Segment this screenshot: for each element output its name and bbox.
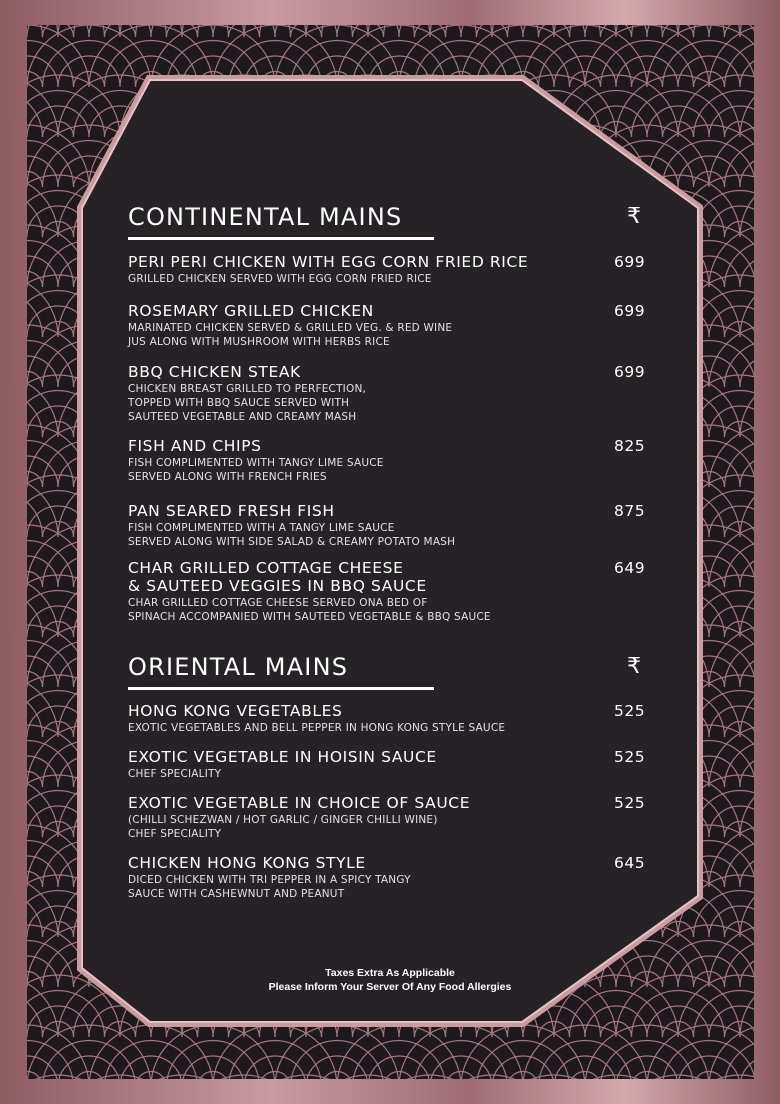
- item-description: FISH COMPLIMENTED WITH A TANGY LIME SAUCE SERVED ALONG WITH SIDE SALAD & CREAMY POTATO MASH: [128, 522, 456, 548]
- item-name: FISH AND CHIPS: [128, 437, 262, 455]
- rupee-icon: ₹: [627, 204, 641, 229]
- menu-item-fish-and-chips: [128, 437, 648, 484]
- item-price: 825: [614, 437, 646, 455]
- item-name: HONG KONG VEGETABLES: [128, 702, 343, 720]
- item-name: BBQ CHICKEN STEAK: [128, 363, 301, 381]
- item-price: 875: [614, 502, 646, 520]
- menu-item-char-grilled-cottage-cheese: [128, 559, 648, 624]
- item-price: 649: [614, 559, 646, 577]
- item-name: EXOTIC VEGETABLE IN CHOICE OF SAUCE: [128, 794, 471, 812]
- menu-item-bbq-chicken-steak: [128, 363, 648, 424]
- section-title-continental-mains: CONTINENTAL MAINS: [128, 203, 403, 231]
- item-name: CHAR GRILLED COTTAGE CHEESE & SAUTEED VEGGIES IN BBQ SAUCE: [128, 559, 427, 595]
- item-description: CHAR GRILLED COTTAGE CHEESE SERVED ONA BED OF SPINACH ACCOMPANIED WITH SAUTEED VEGETABLE & BBQ SAUCE: [128, 597, 491, 623]
- item-description: EXOTIC VEGETABLES AND BELL PEPPER IN HONG KONG STYLE SAUCE: [128, 722, 506, 734]
- section-title-oriental-mains: ORIENTAL MAINS: [128, 653, 349, 681]
- item-name: PAN SEARED FRESH FISH: [128, 502, 335, 520]
- menu-item-pan-seared-fresh-fish: [128, 502, 648, 549]
- item-description: CHICKEN BREAST GRILLED TO PERFECTION, TOPPED WITH BBQ SAUCE SERVED WITH SAUTEED VEGETABLE AND CREAMY MASH: [128, 383, 367, 423]
- item-name: PERI PERI CHICKEN WITH EGG CORN FRIED RICE: [128, 253, 529, 271]
- section-underline: [128, 237, 434, 240]
- item-name: ROSEMARY GRILLED CHICKEN: [128, 302, 374, 320]
- item-description: (CHILLI SCHEZWAN / HOT GARLIC / GINGER CHILLI WINE) CHEF SPECIALITY: [128, 814, 438, 840]
- item-price: 699: [614, 302, 646, 320]
- rupee-icon: ₹: [627, 654, 641, 679]
- menu-item-hong-kong-vegetables: [128, 702, 648, 735]
- item-name: EXOTIC VEGETABLE IN HOISIN SAUCE: [128, 748, 437, 766]
- footer-note: [200, 966, 580, 994]
- menu-item-peri-peri-chicken: [128, 253, 648, 286]
- item-price: 525: [614, 748, 646, 766]
- menu-item-exotic-vegetable-choice-sauce: [128, 794, 648, 841]
- item-price: 645: [614, 854, 646, 872]
- item-description: CHEF SPECIALITY: [128, 768, 222, 780]
- menu-item-chicken-hong-kong-style: [128, 854, 648, 901]
- item-description: FISH COMPLIMENTED WITH TANGY LIME SAUCE SERVED ALONG WITH FRENCH FRIES: [128, 457, 384, 483]
- item-description: GRILLED CHICKEN SERVED WITH EGG CORN FRIED RICE: [128, 273, 432, 285]
- section-underline: [128, 687, 434, 690]
- menu-item-exotic-vegetable-hoisin: [128, 748, 648, 781]
- item-price: 699: [614, 363, 646, 381]
- item-description: MARINATED CHICKEN SERVED & GRILLED VEG. & RED WINE JUS ALONG WITH MUSHROOM WITH HERBS RICE: [128, 322, 453, 348]
- menu-item-rosemary-grilled-chicken: [128, 302, 648, 349]
- footer-taxes: Taxes Extra As Applicable: [325, 967, 455, 979]
- item-price: 699: [614, 253, 646, 271]
- footer-allergies: Please Inform Your Server Of Any Food Allergies: [268, 981, 512, 993]
- item-price: 525: [614, 702, 646, 720]
- item-name: CHICKEN HONG KONG STYLE: [128, 854, 366, 872]
- item-price: 525: [614, 794, 646, 812]
- item-description: DICED CHICKEN WITH TRI PEPPER IN A SPICY TANGY SAUCE WITH CASHEWNUT AND PEANUT: [128, 874, 411, 900]
